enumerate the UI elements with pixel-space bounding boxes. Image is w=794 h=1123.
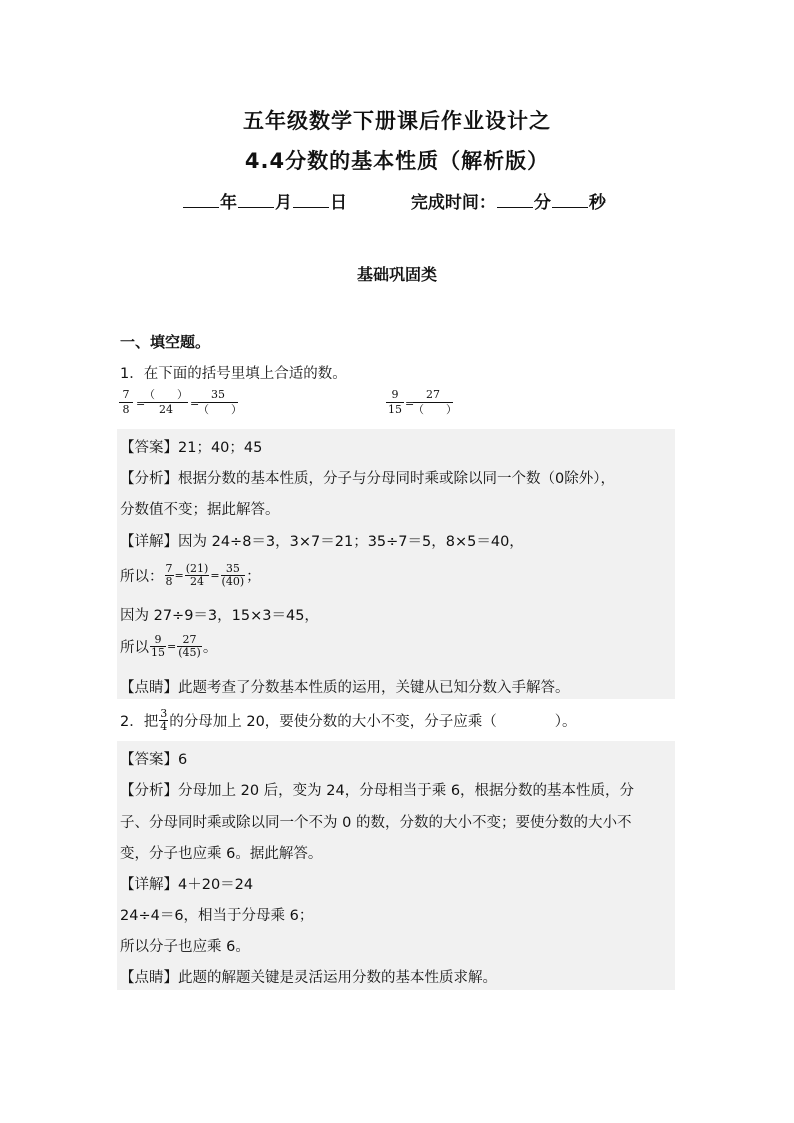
q2-analysis-2: 子、分母同时乘或除以同一个不为 0 的数，分数的大小不变；要使分数的大小不 (120, 815, 632, 831)
q2-answer: 【答案】6 (120, 752, 188, 768)
minute-label: 分 (533, 193, 551, 213)
q1-eq2-frac-a: 9 15 (388, 388, 402, 416)
q1-analysis-2: 分数值不变；据此解答。 (120, 502, 280, 518)
second-label: 秒 (588, 193, 606, 213)
q1-eq2-frac-b[interactable]: 27 （ ） (413, 388, 457, 416)
date-time-row (182, 188, 606, 213)
q1-eq1-frac-a: 7 8 (119, 389, 133, 416)
year-blank[interactable] (183, 193, 219, 208)
q2-stem: 2．把 3 4 的分母加上 20，要使分数的大小不变，分子应乘（ ）。 (120, 706, 577, 733)
day-blank[interactable] (293, 193, 329, 208)
q1-so1-line: 所以： $\frac{7}{8}$ = $\frac{(21)}{24}$ = $\frac{35}{(40)}$ ； (120, 561, 261, 588)
q2-analysis-3: 变，分子也应乘 6。据此解答。 (120, 846, 323, 862)
q2-comment: 【点睛】此题的解题关键是灵活运用分数的基本性质求解。 (120, 970, 497, 986)
q1-comment: 【点睛】此题考查了分数基本性质的运用，关键从已知分数入手解答。 (120, 680, 570, 696)
year-label: 年 (220, 193, 237, 213)
q2-detail-3: 所以分子也应乘 6。 (120, 939, 250, 955)
q2-detail-1: 【详解】4＋20＝24 (120, 877, 254, 893)
part-title: 一、填空题。 (120, 333, 211, 351)
q1-detail-2: 因为 27÷9＝3，15×3＝45， (120, 608, 319, 624)
month-blank[interactable] (238, 193, 274, 208)
month-label: 月 (275, 193, 292, 213)
q1-eq1-frac-b[interactable]: （ ） 24 (144, 388, 188, 416)
q1-eq1-frac-c[interactable]: 35 （ ） (198, 388, 242, 416)
second-blank[interactable] (552, 193, 588, 208)
q1-analysis-1: 【分析】根据分数的基本性质，分子与分母同时乘或除以同一个数（0除外）， (120, 471, 615, 487)
q1-answer: 【答案】21；40；45 (120, 440, 263, 456)
q2-analysis-1: 【分析】分母加上 20 后，变为 24，分母相当于乘 6，根据分数的基本性质，分 (120, 783, 635, 799)
section-heading: 基础巩固类 (356, 265, 437, 284)
q1-detail-1: 【详解】因为 24÷8＝3，3×7＝21；35÷7＝5，8×5＝40， (120, 534, 524, 550)
document-page: 五年级数学下册课后作业设计之 4.4分数的基本性质（解析版） 年 月 日 完成时间： 分 秒 基础巩固类 一、填空题。 1．在下面的括号里填上合适的数。 7 8 = （ ） 24 = 35 （ ） 9 15 = 27 （ ） 【答案】21；40；45 【分析】根据分数的基本性质，分子与分母同时乘或除以同一个数（0除外）， 分数值不变；据此解答。 【详解】因为 24÷8＝3，3×7＝21；35÷7＝5，8×5＝40， 所以： $\frac{7}{8}$ = $\frac{(21)}{24}$ = $\frac{35}{(40)}$ ； 因为 27÷9＝3，15×3＝45， 所以 $\frac{9}{15}$ = $\frac{27}{(45)}$ 。 【点睛】此题考查了分数基本性质的运用，关键从已知分数入手解答。 2．把 3 4 的分母加上 20，要使分数的大小不变，分子应乘（ ）。 【答案】6 【分析】分母加上 20 后，变为 24，分母相当于乘 6，根据分数的基本性质，分 子、分母同时乘或除以同一个不为 0 的数，分数的大小不变；要使分数的大小不 变，分子也应乘 6。据此解答。 【详解】4＋20＝24 24÷4＝6，相当于分母乘 6； 所以分子也应乘 6。 【点睛】此题的解题关键是灵活运用分数的基本性质求解。 (0, 0, 794, 1123)
day-label: 日 (330, 193, 347, 213)
q1-so2-line: 所以 $\frac{9}{15}$ = $\frac{27}{(45)}$ 。 (120, 632, 218, 659)
q1-stem: 1．在下面的括号里填上合适的数。 (120, 366, 347, 382)
q2-detail-2: 24÷4＝6，相当于分母乘 6； (120, 908, 314, 924)
minute-blank[interactable] (497, 193, 533, 208)
page-title: 五年级数学下册课后作业设计之 (243, 109, 551, 133)
page-subtitle: 4.4分数的基本性质（解析版） (244, 149, 550, 173)
finish-time-label: 完成时间： (410, 193, 496, 213)
